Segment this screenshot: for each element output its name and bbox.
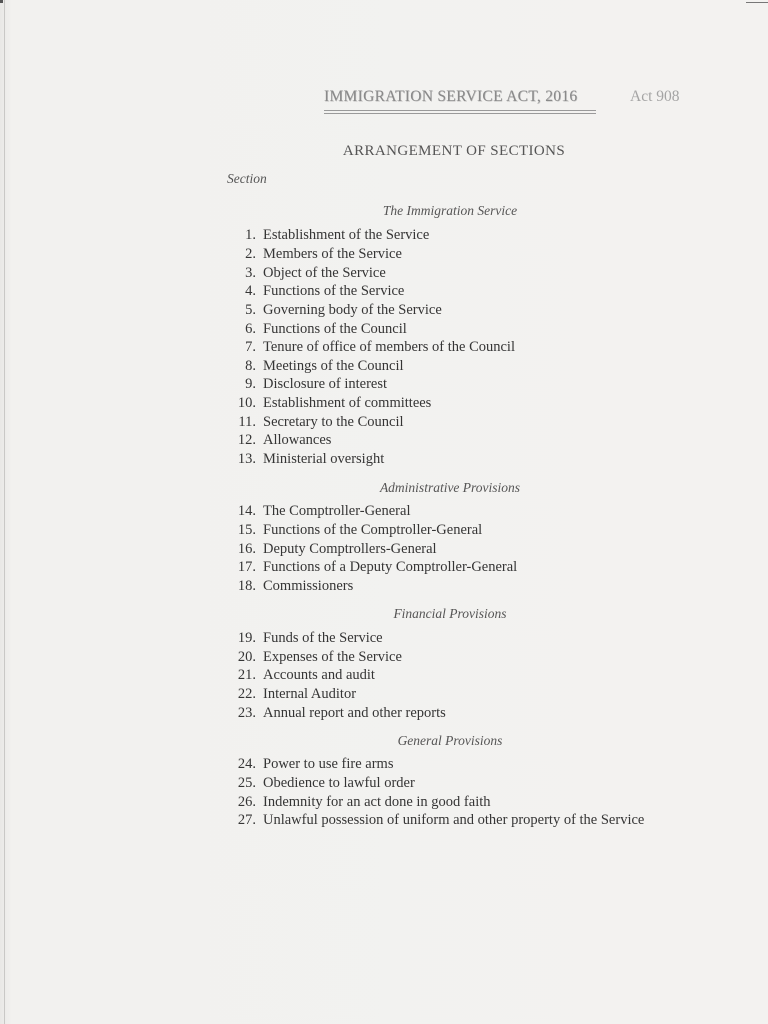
section-number: 16. (237, 541, 256, 557)
section-title: Funds of the Service (263, 630, 383, 646)
section-entry (220, 630, 383, 649)
section-entry (220, 794, 491, 813)
section-title: Commissioners (263, 578, 354, 594)
section-number: 3. (245, 265, 256, 281)
section-title: Members of the Service (263, 246, 402, 262)
section-title: Functions of a Deputy Comptroller-General (263, 559, 518, 575)
section-entry (220, 451, 384, 470)
section-title: Governing body of the Service (263, 302, 442, 318)
section-title: Secretary to the Council (263, 414, 404, 430)
section-title: Establishment of the Service (263, 227, 430, 243)
section-entry (220, 265, 386, 284)
section-entry (220, 339, 515, 358)
section-entry (220, 395, 431, 414)
section-number: 24. (237, 756, 256, 772)
section-entry (220, 775, 415, 794)
section-title: Object of the Service (263, 265, 386, 281)
section-title: Obedience to lawful order (263, 775, 415, 791)
section-title: Internal Auditor (263, 686, 357, 702)
section-title: Ministerial oversight (263, 451, 385, 467)
section-entry (220, 432, 331, 451)
section-title: Functions of the Comptroller-General (263, 522, 483, 538)
section-number: 9. (245, 376, 256, 392)
section-entry (220, 705, 446, 724)
section-entry (220, 812, 644, 831)
scan-edge-mark (746, 2, 768, 3)
section-title: Establishment of committees (263, 395, 432, 411)
section-number: 21. (237, 667, 256, 683)
section-entry (220, 667, 375, 686)
section-number: 6. (245, 321, 256, 337)
section-number: 18. (237, 578, 256, 594)
section-title: Expenses of the Service (263, 649, 402, 665)
section-title: Disclosure of interest (263, 376, 388, 392)
running-header (324, 88, 704, 122)
section-number: 10. (237, 395, 256, 411)
section-number: 7. (245, 339, 256, 355)
group-title: Financial Provisions (393, 606, 507, 621)
section-number: 2. (245, 246, 256, 262)
section-entry (220, 541, 437, 560)
act-number: Act 908 (630, 88, 680, 105)
section-title: Allowances (263, 432, 332, 448)
section-number: 23. (237, 705, 256, 721)
section-title: Indemnity for an act done in good faith (263, 794, 491, 810)
group-title: General Provisions (397, 733, 503, 748)
section-entry (220, 358, 404, 377)
section-entry (220, 376, 387, 395)
section-title: Unlawful possession of uniform and other property of the Service (263, 812, 645, 828)
section-number: 13. (237, 451, 256, 467)
section-title: Functions of the Council (263, 321, 407, 337)
section-number: 1. (245, 227, 256, 243)
section-title: Accounts and audit (263, 667, 375, 683)
header-rule (324, 113, 596, 114)
section-title: Meetings of the Council (263, 358, 404, 374)
section-entry (220, 756, 393, 775)
section-title: Tenure of office of members of the Council (263, 339, 515, 355)
section-title: Deputy Comptrollers-General (263, 541, 437, 557)
section-title: Power to use fire arms (263, 756, 394, 772)
section-title: Functions of the Service (263, 283, 405, 299)
page-heading: ARRANGEMENT OF SECTIONS (342, 143, 566, 159)
section-number: 5. (245, 302, 256, 318)
section-number: 14. (237, 503, 256, 519)
section-entry (220, 414, 404, 433)
section-entry (220, 522, 482, 541)
section-entry (220, 227, 429, 246)
section-column-label: Section (227, 171, 267, 186)
section-title: The Comptroller-General (263, 503, 411, 519)
section-number: 25. (237, 775, 256, 791)
section-entry (220, 686, 356, 705)
section-number: 26. (237, 794, 256, 810)
section-title: Annual report and other reports (263, 705, 446, 721)
section-number: 17. (237, 559, 256, 575)
group-title: The Immigration Service (382, 203, 518, 218)
section-number: 8. (245, 358, 256, 374)
section-entry (220, 649, 402, 668)
section-entry (220, 578, 353, 597)
section-entry (220, 503, 410, 522)
section-entry (220, 321, 407, 340)
section-number: 20. (237, 649, 256, 665)
section-number: 12. (237, 432, 256, 448)
section-number: 22. (237, 686, 256, 702)
section-number: 4. (245, 283, 256, 299)
section-entry (220, 283, 404, 302)
section-entry (220, 559, 517, 578)
section-entry (220, 246, 402, 265)
act-title: IMMIGRATION SERVICE ACT, 2016 (324, 88, 578, 105)
group-title: Administrative Provisions (379, 480, 521, 495)
section-number: 15. (237, 522, 256, 538)
header-rule (324, 110, 596, 111)
section-number: 19. (237, 630, 256, 646)
scan-corner-mark (0, 0, 3, 3)
section-entry (220, 302, 442, 321)
section-number: 27. (237, 812, 256, 828)
section-number: 11. (238, 414, 256, 430)
